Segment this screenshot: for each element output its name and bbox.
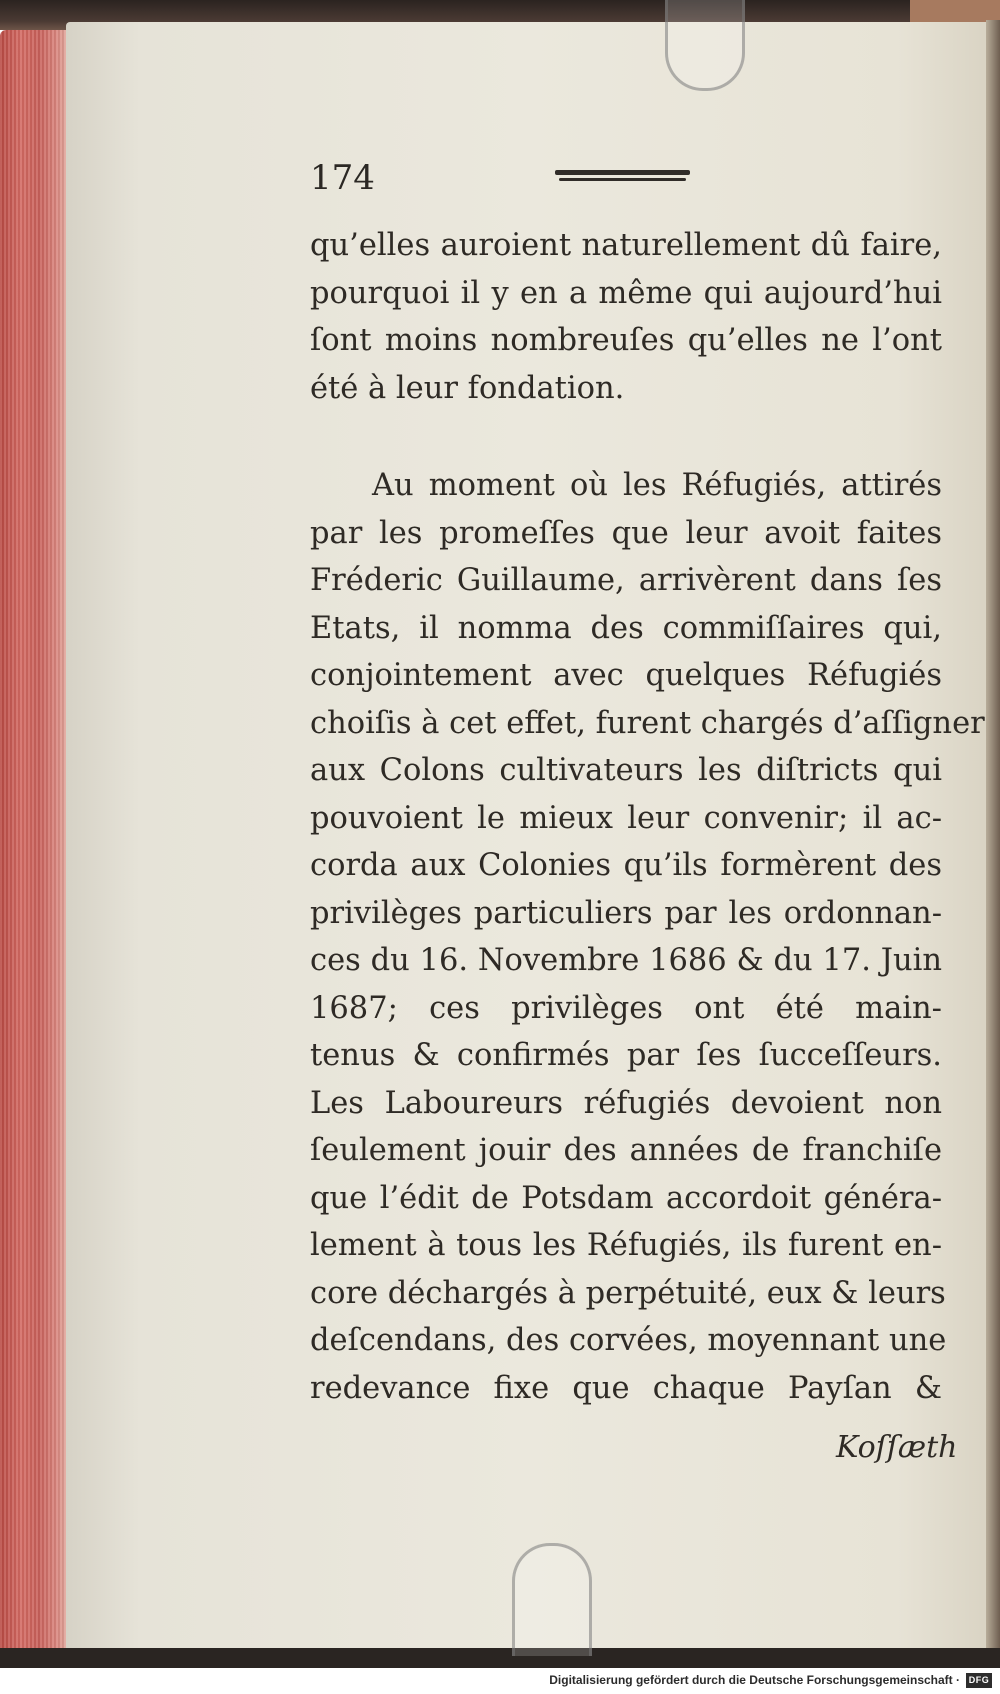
text-line: été à leur fondation. (310, 370, 625, 406)
header-ornament (555, 170, 690, 182)
page-number: 174 (310, 158, 375, 198)
body-text (310, 222, 985, 1412)
text-line: deſcendans, des corvées, moyennant une (310, 1323, 947, 1358)
text-line: Etats, il nomma des commiſſaires qui, (310, 610, 942, 646)
text-line: lement à tous les Réfugiés, ils furent en- (310, 1228, 942, 1263)
text-line: conjointement avec quelques Réfugiés (310, 658, 942, 693)
text-line: 1687; ces privilèges ont été main- (310, 990, 942, 1026)
text-line: redevance fixe que chaque Payſan & (310, 1370, 942, 1406)
text-line: pourquoi il y en a même qui aujourd’hui (310, 275, 942, 311)
text-line: par les promeſſes que leur avoit faites (310, 515, 942, 551)
text-line: ſont moins nombreuſes qu’elles ne l’ont (310, 323, 942, 358)
text-line: qu’elles auroient naturellement dû faire, (310, 228, 942, 263)
text-line: pouvoient le mieux leur convenir; il ac- (310, 800, 942, 836)
book-cover-edge (986, 20, 1000, 1670)
text-line: aux Colons cultivateurs les diſtricts qui (310, 753, 942, 788)
text-line: que l’édit de Potsdam accordoit généra- (310, 1180, 942, 1216)
text-line: Fréderic Guillaume, arrivèrent dans ſes (310, 563, 942, 598)
page-clip-bottom (512, 1543, 592, 1656)
text-line: ces du 16. Novembre 1686 & du 17. Juin (310, 943, 942, 978)
gilt-page-edges (0, 30, 70, 1670)
text-line: corda aux Colonies qu’ils formèrent des (310, 848, 942, 883)
footer-bar (0, 1668, 1000, 1694)
scanner-background (0, 1648, 1000, 1668)
paragraph-gap (310, 412, 942, 462)
text-line: tenus & confirmés par ſes ſucceſſeurs. (310, 1038, 942, 1073)
text-line: ſeulement jouir des années de franchiſe (310, 1133, 942, 1168)
text-line: choiſis à cet effet, furent chargés d’aſſigner (310, 705, 985, 741)
catchword: Koſſæth (836, 1430, 958, 1465)
page-clip-top (665, 0, 745, 91)
text-line: core déchargés à perpétuité, eux & leurs (310, 1275, 946, 1311)
text-line: Au moment où les Réfugiés, attirés (372, 468, 942, 503)
text-line: Les Laboureurs réfugiés devoient non (310, 1085, 942, 1121)
dfg-logo: DFG (966, 1673, 992, 1688)
text-line: privilèges particuliers par les ordonnan- (310, 895, 942, 931)
digitization-credit: Digitalisierung gefördert durch die Deutsche Forschungsgemeinschaft · (549, 1673, 960, 1687)
